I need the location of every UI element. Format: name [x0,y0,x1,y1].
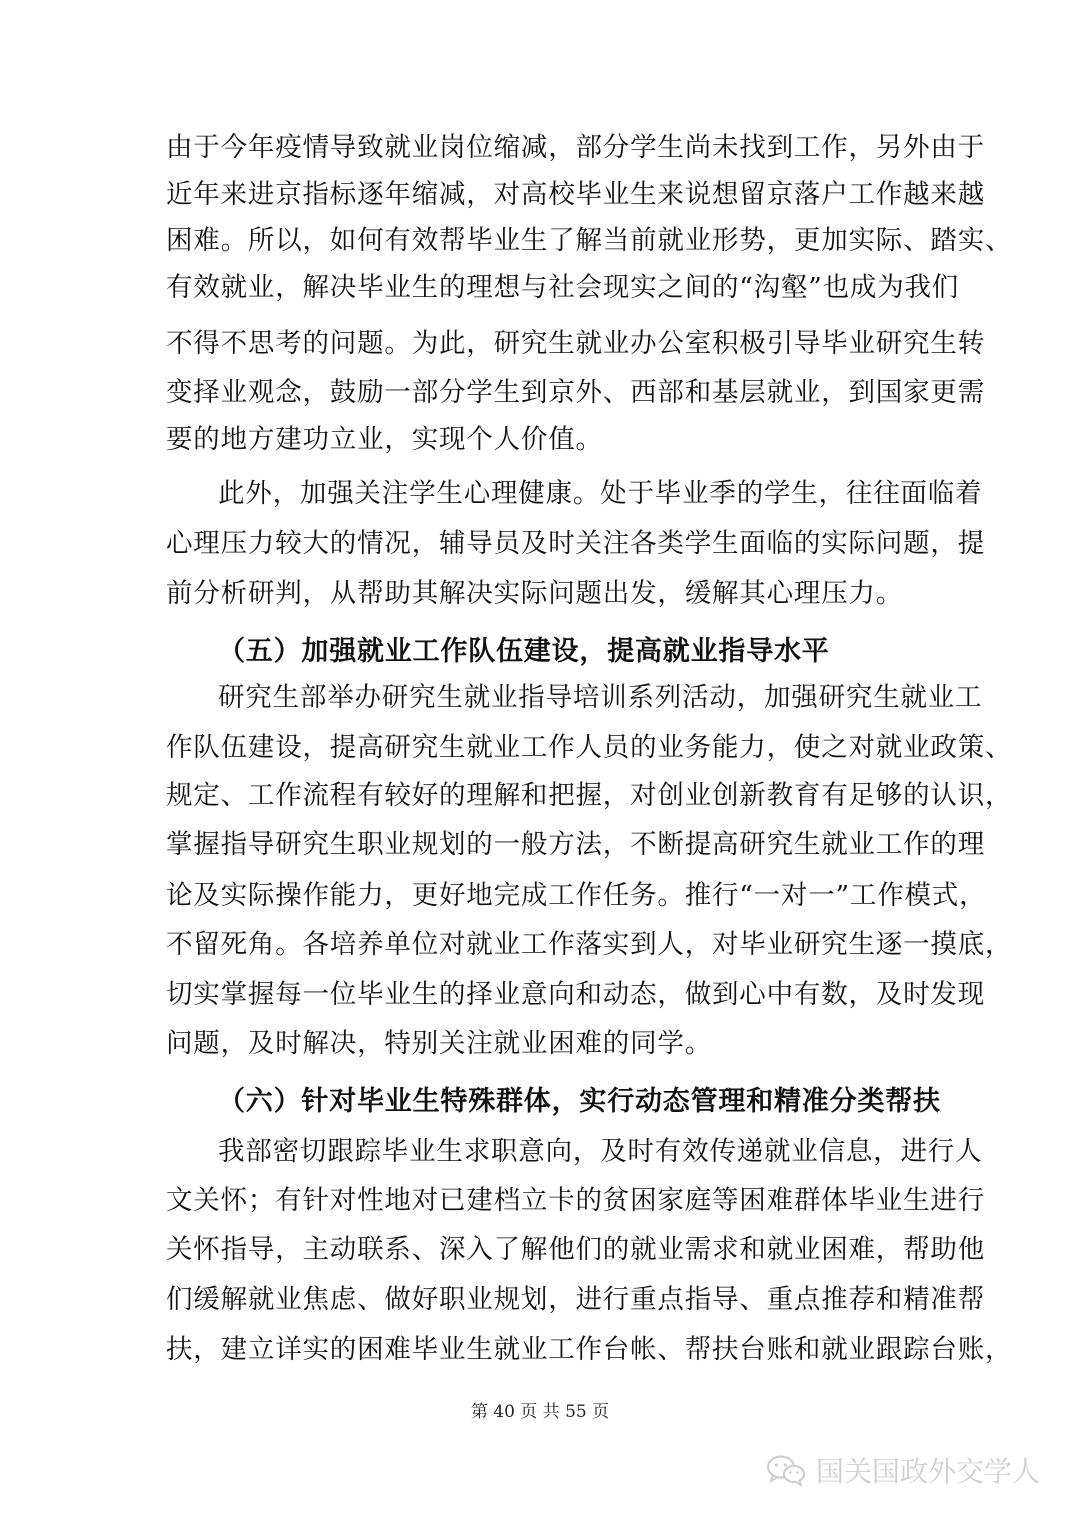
text-line: 此外，加强关注学生心理健康。处于毕业季的学生，往往面临着 [218,478,983,509]
watermark [766,1450,1040,1490]
text-line: 要的地方建功立业，实现个人价值。 [166,424,603,455]
text-line: 前分析研判，从帮助其解决实际问题出发，缓解其心理压力。 [166,578,904,609]
text-line: 变择业观念，鼓励一部分学生到京外、西部和基层就业，到国家更需 [166,377,985,408]
text-line: 们缓解就业焦虑、做好职业规划，进行重点指导、重点推荐和精准帮 [166,1284,985,1315]
watermark-text: 国关国政外交学人 [815,1455,1040,1488]
text-line: 困难。所以，如何有效帮毕业生了解当前就业形势，更加实际、踏实、 [166,225,1013,256]
text-line: 扶，建立详实的困难毕业生就业工作台帐、帮扶台账和就业跟踪台账， [166,1334,1013,1365]
section-heading: （五）加强就业工作队伍建设，提高就业指导水平 [218,636,830,667]
text-line: 不得不思考的问题。为此，研究生就业办公室积极引导毕业研究生转 [166,328,985,359]
text-line: 问题，及时解决，特别关注就业困难的同学。 [166,1028,712,1059]
text-line: 切实掌握每一位毕业生的择业意向和动态，做到心中有数，及时发现 [166,979,985,1010]
text-line: 由于今年疫情导致就业岗位缩减，部分学生尚未找到工作，另外由于 [166,132,985,163]
text-line: 心理压力较大的情况，辅导员及时关注各类学生面临的实际问题，提 [166,528,985,559]
text-line: 关怀指导，主动联系、深入了解他们的就业需求和就业困难，帮助他 [166,1234,985,1265]
text-line: 我部密切跟踪毕业生求职意向，及时有效传递就业信息，进行人 [218,1136,983,1167]
text-line: 作队伍建设，提高研究生就业工作人员的业务能力，使之对就业政策、 [166,732,1013,763]
text-line: 文关怀；有针对性地对已建档立卡的贫困家庭等困难群体毕业生进行 [166,1185,985,1216]
section-heading: （六）针对毕业生特殊群体，实行动态管理和精准分类帮扶 [218,1086,941,1117]
text-line: 有效就业，解决毕业生的理想与社会现实之间的“沟壑”也成为我们 [166,272,960,303]
text-line: 研究生部举办研究生就业指导培训系列活动，加强研究生就业工 [218,682,983,713]
page-number: 第 40 页 共 55 页 [470,1402,610,1422]
text-line: 掌握指导研究生职业规划的一般方法，不断提高研究生就业工作的理 [166,829,985,860]
text-line: 规定、工作流程有较好的理解和把握，对创业创新教育有足够的认识， [166,780,1013,811]
wechat-icon [766,1454,806,1486]
text-line: 近年来进京指标逐年缩减，对高校毕业生来说想留京落户工作越来越 [166,179,985,210]
text-line: 论及实际操作能力，更好地完成工作任务。推行“一对一”工作模式， [166,880,987,911]
text-line: 不留死角。各培养单位对就业工作落实到人，对毕业研究生逐一摸底， [166,929,1013,960]
